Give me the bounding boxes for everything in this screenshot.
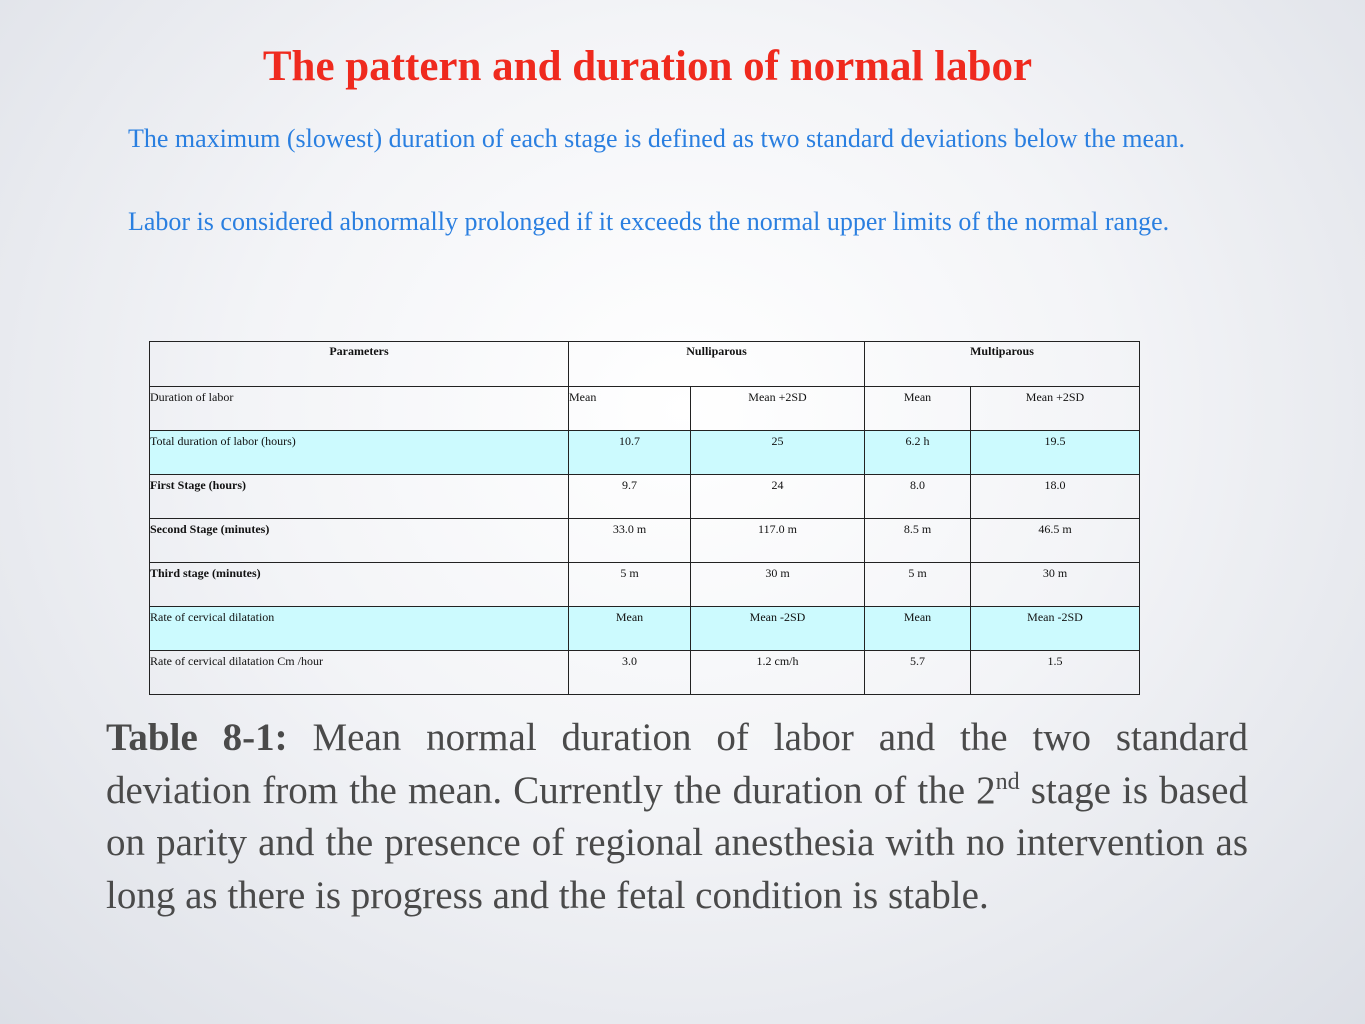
table-cell: Mean [865, 387, 971, 431]
table-cell: Mean -2SD [971, 607, 1140, 651]
table-cell: 10.7 [569, 431, 691, 475]
table-cell: 19.5 [971, 431, 1140, 475]
row-label: Second Stage (minutes) [150, 519, 569, 563]
table-cell: 6.2 h [865, 431, 971, 475]
table-cell: Mean [569, 607, 691, 651]
table-cell: 8.0 [865, 475, 971, 519]
table-cell: 46.5 m [971, 519, 1140, 563]
table-row [150, 519, 1140, 563]
table-cell: 18.0 [971, 475, 1140, 519]
labor-duration-table [149, 341, 1140, 695]
table-row [150, 651, 1140, 695]
intro-paragraph-2: Labor is considered abnormally prolonged if it exceeds the normal upper limits of the normal range. [128, 207, 1170, 236]
caption-superscript: nd [995, 768, 1020, 795]
table-caption [106, 712, 1248, 922]
table-cell: Mean +2SD [971, 387, 1140, 431]
table-row [150, 387, 1140, 431]
row-label: Rate of cervical dilatation Cm /hour [150, 651, 569, 695]
row-label: Total duration of labor (hours) [150, 431, 569, 475]
table-row [150, 431, 1140, 475]
header-nulliparous: Nulliparous [569, 342, 865, 387]
slide-title: The pattern and duration of normal labor [262, 43, 1033, 90]
table-cell: Mean [569, 387, 691, 431]
table-cell: 1.5 [971, 651, 1140, 695]
table-cell: 1.2 cm/h [691, 651, 865, 695]
caption-text: Mean normal duration of labor and the two standard deviation from the mean. Currently the duration of the 2 [106, 716, 1248, 812]
row-label: First Stage (hours) [150, 475, 569, 519]
table-cell: 24 [691, 475, 865, 519]
table-header-row [150, 342, 1140, 387]
intro-paragraph-1: The maximum (slowest) duration of each stage is defined as two standard deviations below the mean. [128, 124, 1186, 153]
row-label: Rate of cervical dilatation [150, 607, 569, 651]
table-row [150, 563, 1140, 607]
caption-text-end: stage is based on parity and the presence of regional anesthesia with no intervention as long as there is progress and the fetal condition is stable. [106, 768, 1248, 917]
header-parameters: Parameters [150, 342, 569, 387]
table-cell: 30 m [691, 563, 865, 607]
table-cell: 3.0 [569, 651, 691, 695]
row-label: Duration of labor [150, 387, 569, 431]
table-cell: Mean -2SD [691, 607, 865, 651]
table-cell: 33.0 m [569, 519, 691, 563]
header-multiparous: Multiparous [865, 342, 1140, 387]
row-label: Third stage (minutes) [150, 563, 569, 607]
table-cell: Mean [865, 607, 971, 651]
table-cell: 30 m [971, 563, 1140, 607]
table-cell: 8.5 m [865, 519, 971, 563]
table-cell: 5 m [865, 563, 971, 607]
table-cell: 25 [691, 431, 865, 475]
table-cell: Mean +2SD [691, 387, 865, 431]
table-cell: 5 m [569, 563, 691, 607]
caption-label: Table 8-1: [106, 716, 288, 759]
table-row [150, 475, 1140, 519]
table-cell: 5.7 [865, 651, 971, 695]
table-row [150, 607, 1140, 651]
table-cell: 9.7 [569, 475, 691, 519]
table-cell: 117.0 m [691, 519, 865, 563]
